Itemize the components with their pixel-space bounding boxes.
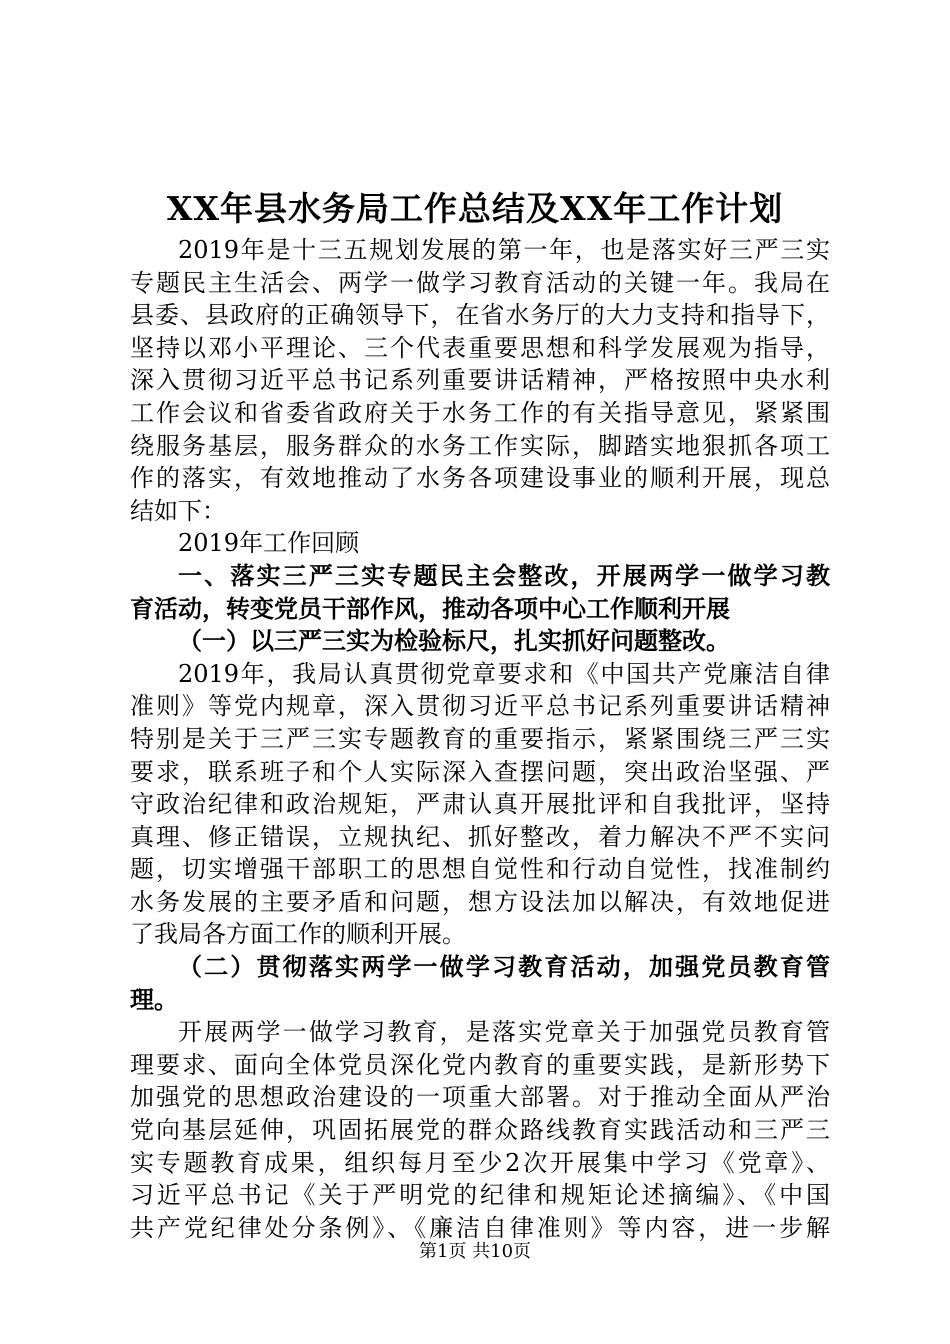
- document-body: [130, 234, 830, 1244]
- paragraph-line: 专题民主生活会、两学一做学习教育活动的关键一年。我局在: [130, 268, 830, 297]
- paragraph-line: 真理、修正错误，立规执纪、抓好整改，着力解决不严不实问: [130, 822, 830, 851]
- section-heading: 育活动，转变党员干部作风，推动各项中心工作顺利开展: [130, 594, 730, 623]
- section-heading: 2019年工作回顾: [178, 529, 360, 558]
- paragraph-line: 要求，联系班子和个人实际深入查摆问题，突出政治坚强、严: [130, 757, 830, 786]
- paragraph-line: 工作会议和省委省政府关于水务工作的有关指导意见，紧紧围: [130, 398, 830, 427]
- section-heading: 一、落实三严三实专题民主会整改，开展两学一做学习教: [178, 561, 830, 590]
- paragraph-line: 2019年，我局认真贯彻党章要求和《中国共产党廉洁自律: [178, 659, 830, 688]
- paragraph-line: 题，切实增强干部职工的思想自觉性和行动自觉性，找准制约: [130, 855, 830, 884]
- page-footer: 第1页 共10页: [418, 1241, 532, 1262]
- subsection-heading: 理。: [130, 985, 178, 1014]
- paragraph-line: 作的落实，有效地推动了水务各项建设事业的顺利开展，现总: [130, 464, 830, 493]
- paragraph-line: 理要求、面向全体党员深化党内教育的重要实践，是新形势下: [130, 1050, 830, 1079]
- paragraph-line: 加强党的思想政治建设的一项重大部署。对于推动全面从严治: [130, 1083, 830, 1112]
- document-title: XX年县水务局工作总结及XX年工作计划: [166, 189, 784, 228]
- paragraph-line: 2019年是十三五规划发展的第一年，也是落实好三严三实: [178, 236, 830, 264]
- paragraph-line: 实专题教育成果，组织每月至少2次开展集中学习《党章》、: [130, 1148, 830, 1177]
- paragraph-line: 特别是关于三严三实专题教育的重要指示，紧紧围绕三严三实: [130, 724, 830, 753]
- paragraph-line: 坚持以邓小平理论、三个代表重要思想和科学发展观为指导，: [130, 333, 830, 362]
- paragraph-line: 准则》等党内规章，深入贯彻习近平总书记系列重要讲话精神: [130, 692, 830, 721]
- paragraph-line: 守政治纪律和政治规矩，严肃认真开展批评和自我批评，坚持: [130, 790, 830, 819]
- paragraph-line: 绕服务基层，服务群众的水务工作实际，脚踏实地狠抓各项工: [130, 431, 830, 460]
- paragraph-line: 党向基层延伸，巩固拓展党的群众路线教育实践活动和三严三: [130, 1116, 830, 1145]
- subsection-heading: （一）以三严三实为检验标尺，扎实抓好问题整改。: [178, 627, 730, 656]
- subsection-heading: （二）贯彻落实两学一做学习教育活动，加强党员教育管: [178, 953, 830, 982]
- paragraph-line: 县委、县政府的正确领导下，在省水务厅的大力支持和指导下，: [130, 301, 830, 330]
- paragraph-line: 习近平总书记《关于严明党的纪律和规矩论述摘编》、《中国: [130, 1181, 830, 1210]
- paragraph-line: 共产党纪律处分条例》、《廉洁自律准则》等内容，进一步解: [130, 1213, 830, 1242]
- paragraph-line: 开展两学一做学习教育，是落实党章关于加强党员教育管: [178, 1018, 830, 1047]
- paragraph-line: 水务发展的主要矛盾和问题，想方设法加以解决，有效地促进: [130, 887, 830, 916]
- paragraph-line: 结如下：: [130, 496, 226, 525]
- paragraph-line: 深入贯彻习近平总书记系列重要讲话精神，严格按照中央水利: [130, 366, 830, 395]
- paragraph-line: 了我局各方面工作的顺利开展。: [130, 920, 466, 949]
